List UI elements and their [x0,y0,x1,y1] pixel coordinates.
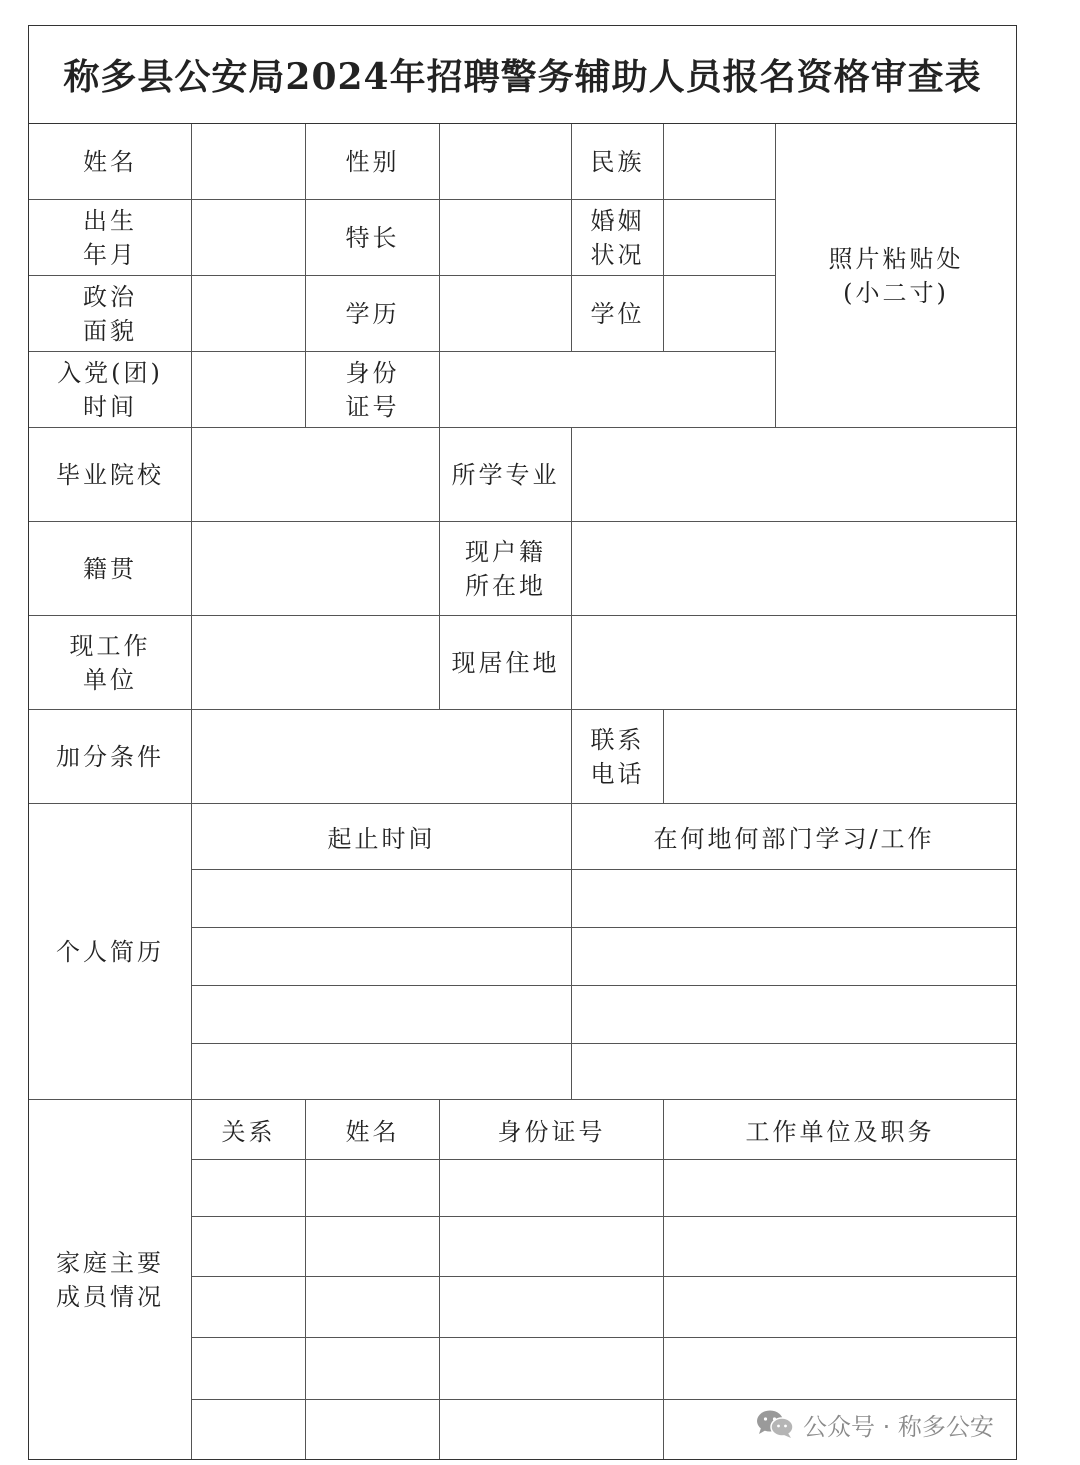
resume-row-2-place[interactable] [572,928,1016,986]
label-employer: 现工作 单位 [29,616,192,710]
input-major[interactable] [572,428,1016,522]
resume-row-4-period[interactable] [192,1044,572,1100]
qualification-form [28,25,1017,1460]
input-id-number[interactable] [440,352,776,428]
resume-header-place: 在何地何部门学习/工作 [572,804,1016,870]
label-education: 学历 [306,276,440,352]
input-school[interactable] [192,428,440,522]
input-marital[interactable] [664,200,776,276]
input-ethnicity[interactable] [664,124,776,200]
family-row-1-job[interactable] [664,1160,1016,1217]
label-resume: 个人简历 [29,804,192,1100]
resume-header-period: 起止时间 [192,804,572,870]
family-row-2-id[interactable] [440,1217,664,1277]
family-row-3-name[interactable] [306,1277,440,1338]
input-employer[interactable] [192,616,440,710]
label-specialty: 特长 [306,200,440,276]
input-origin[interactable] [192,522,440,616]
family-row-3-id[interactable] [440,1277,664,1338]
label-major: 所学专业 [440,428,572,522]
label-household: 现户籍 所在地 [440,522,572,616]
family-header-relation: 关系 [192,1100,306,1160]
family-header-id: 身份证号 [440,1100,664,1160]
family-row-5-id[interactable] [440,1400,664,1459]
input-name[interactable] [192,124,306,200]
resume-row-1-period[interactable] [192,870,572,928]
input-specialty[interactable] [440,200,572,276]
resume-row-3-place[interactable] [572,986,1016,1044]
family-row-4-job[interactable] [664,1338,1016,1400]
label-bonus: 加分条件 [29,710,192,804]
input-residence[interactable] [572,616,1016,710]
label-party-date: 入党(团) 时间 [29,352,192,428]
input-party-date[interactable] [192,352,306,428]
photo-area[interactable]: 照片粘贴处 (小二寸) [776,124,1016,428]
label-id-number: 身份 证号 [306,352,440,428]
label-marital: 婚姻 状况 [572,200,664,276]
family-row-1-name[interactable] [306,1160,440,1217]
family-row-5-relation[interactable] [192,1400,306,1459]
label-birth: 出生 年月 [29,200,192,276]
input-education[interactable] [440,276,572,352]
resume-row-1-place[interactable] [572,870,1016,928]
watermark-text: 公众号 · 称多公安 [803,1412,994,1441]
input-birth[interactable] [192,200,306,276]
input-bonus[interactable] [192,710,572,804]
family-header-name: 姓名 [306,1100,440,1160]
label-political: 政治 面貌 [29,276,192,352]
label-degree: 学位 [572,276,664,352]
watermark [755,1404,994,1444]
resume-row-2-period[interactable] [192,928,572,986]
input-political[interactable] [192,276,306,352]
family-row-4-id[interactable] [440,1338,664,1400]
family-row-2-relation[interactable] [192,1217,306,1277]
resume-row-3-period[interactable] [192,986,572,1044]
wechat-icon [755,1408,795,1440]
resume-row-4-place[interactable] [572,1044,1016,1100]
label-name: 姓名 [29,124,192,200]
family-row-4-name[interactable] [306,1338,440,1400]
label-family: 家庭主要 成员情况 [29,1100,192,1459]
family-header-job: 工作单位及职务 [664,1100,1016,1160]
family-row-3-job[interactable] [664,1277,1016,1338]
family-row-1-relation[interactable] [192,1160,306,1217]
input-gender[interactable] [440,124,572,200]
input-household[interactable] [572,522,1016,616]
family-row-3-relation[interactable] [192,1277,306,1338]
family-row-4-relation[interactable] [192,1338,306,1400]
input-degree[interactable] [664,276,776,352]
label-phone: 联系 电话 [572,710,664,804]
label-residence: 现居住地 [440,616,572,710]
family-row-2-job[interactable] [664,1217,1016,1277]
label-school: 毕业院校 [29,428,192,522]
input-phone[interactable] [664,710,1016,804]
label-gender: 性别 [306,124,440,200]
form-title: 称多县公安局2024年招聘警务辅助人员报名资格审查表 [29,26,1016,124]
label-origin: 籍贯 [29,522,192,616]
family-row-2-name[interactable] [306,1217,440,1277]
label-ethnicity: 民族 [572,124,664,200]
family-row-1-id[interactable] [440,1160,664,1217]
family-row-5-name[interactable] [306,1400,440,1459]
